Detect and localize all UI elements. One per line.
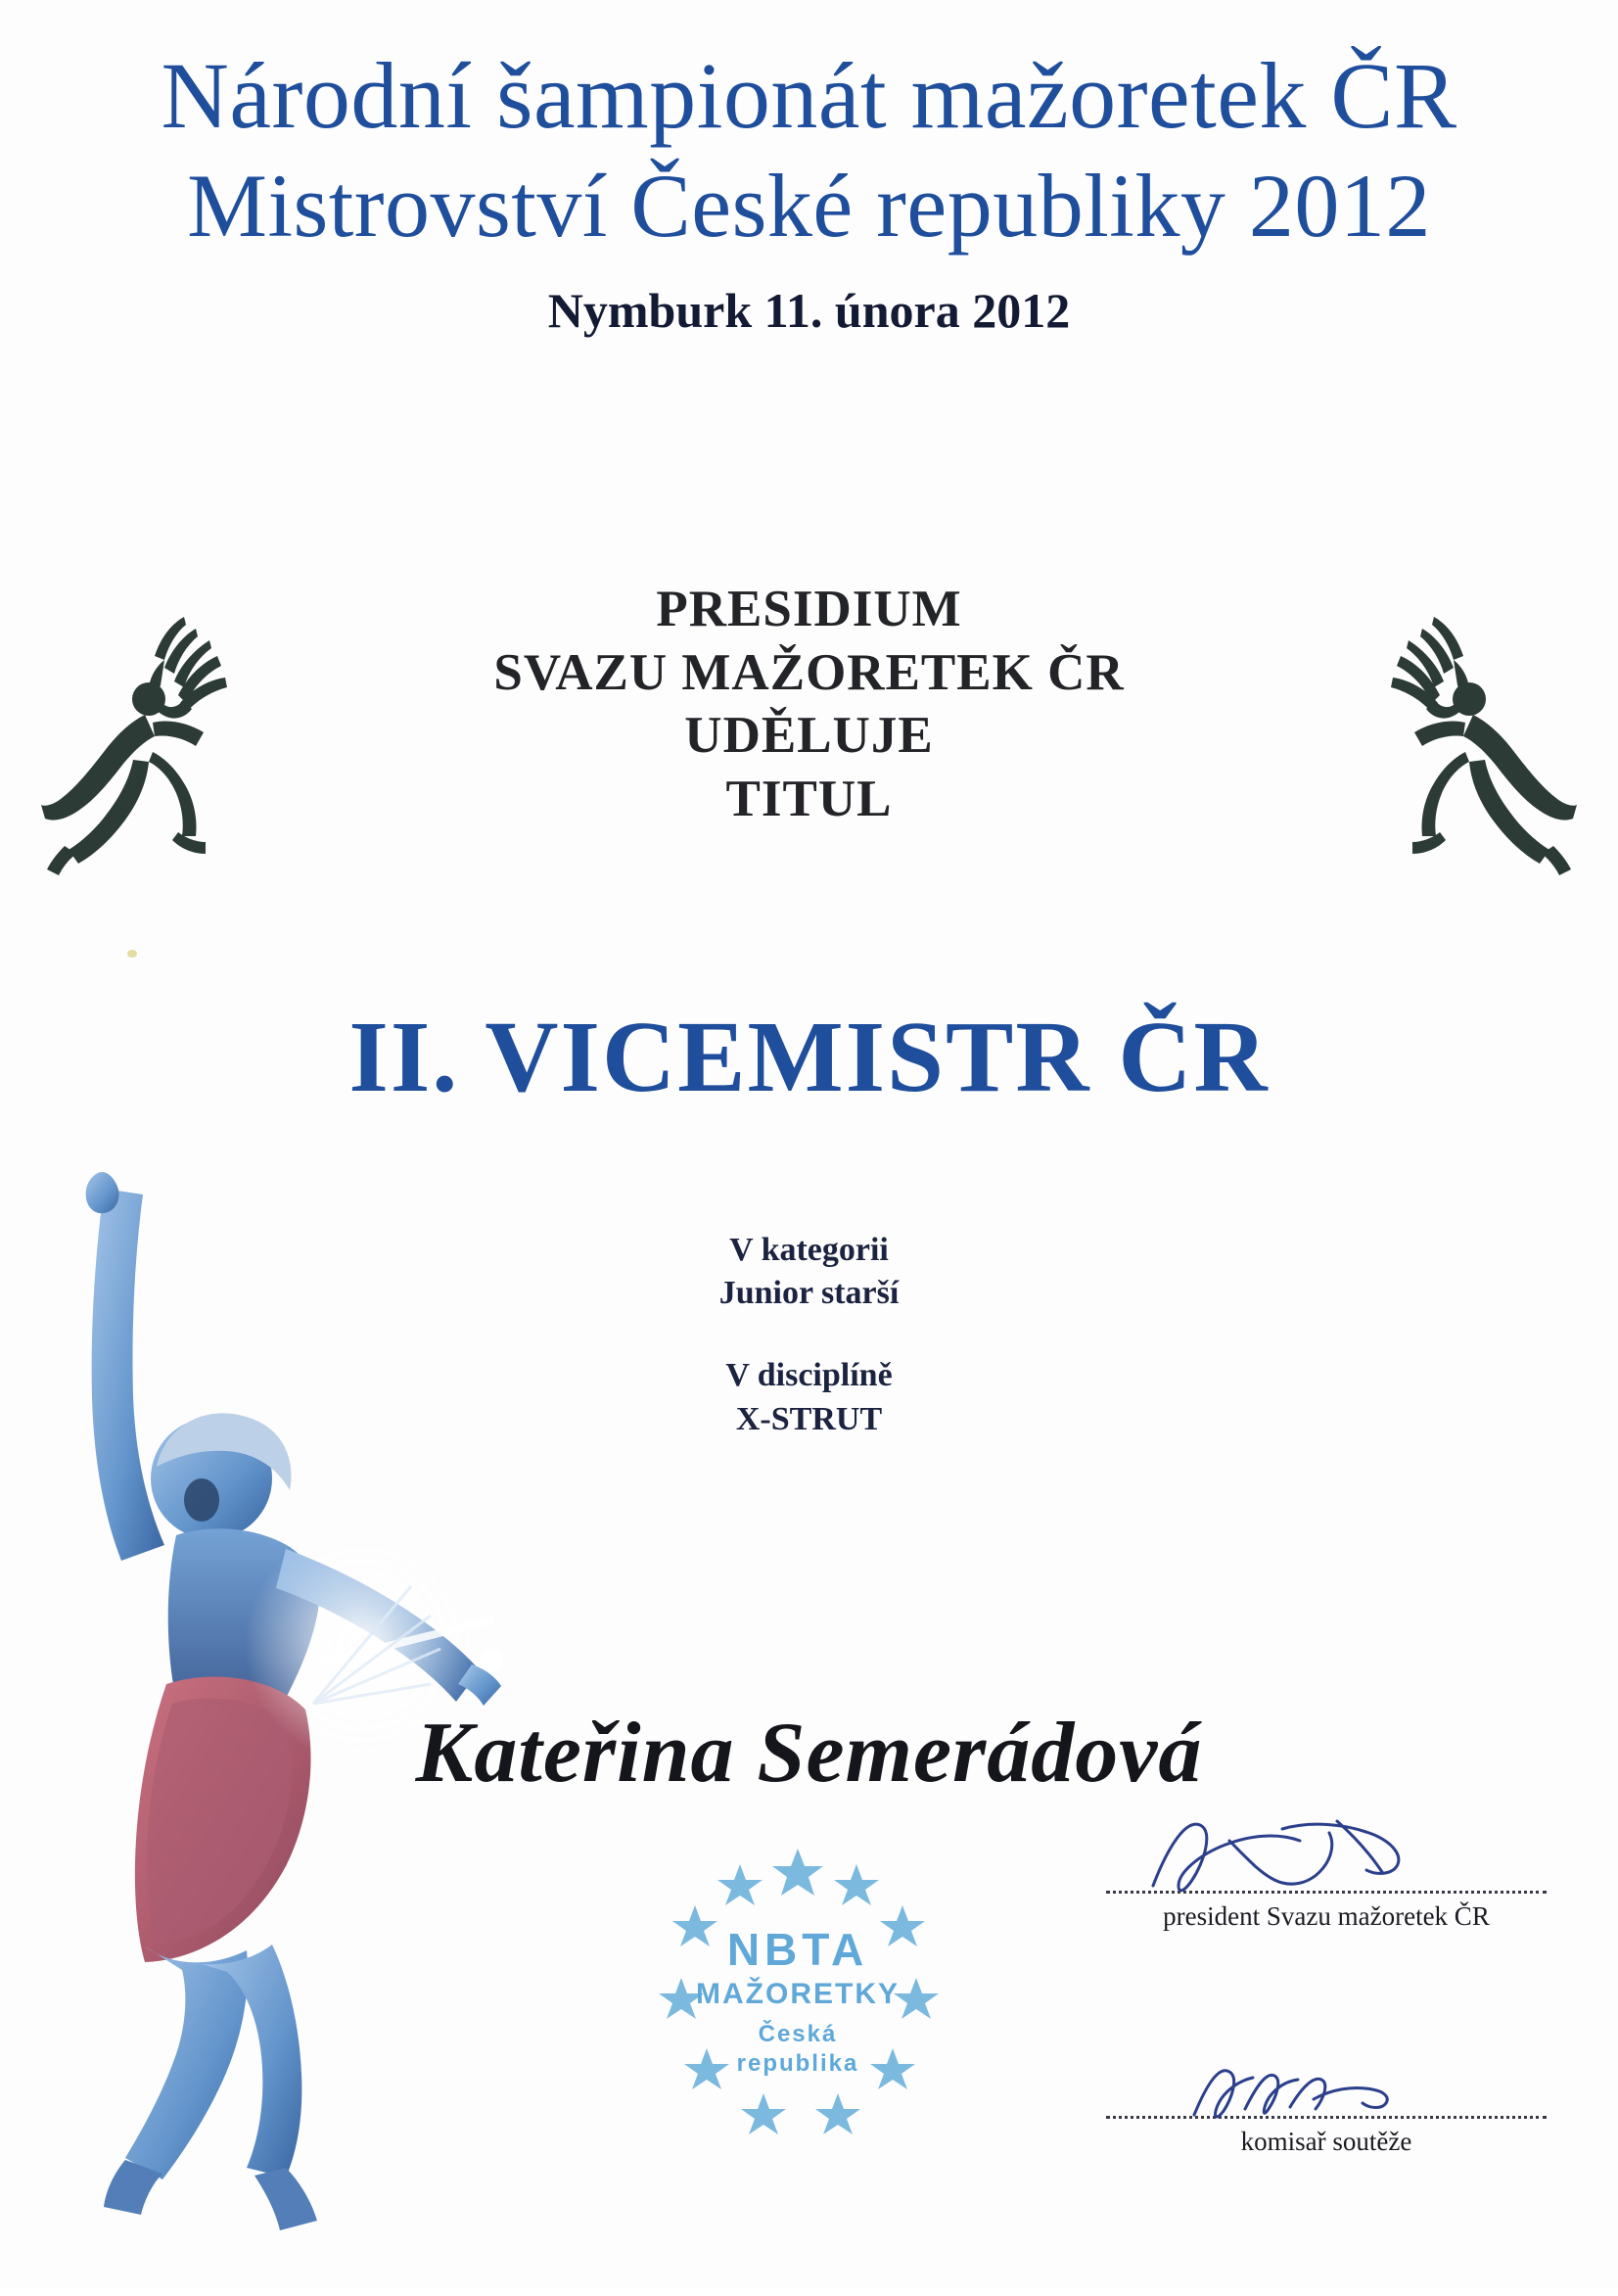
category-value: Junior starší xyxy=(718,1275,900,1312)
signature-block-commissioner xyxy=(1096,2115,1556,2157)
category-label: V kategorii xyxy=(729,1232,889,1268)
recipient-name: Kateřina Semerádová xyxy=(415,1706,1203,1801)
signature-caption-commissioner: komisař soutěže xyxy=(1240,2127,1412,2156)
stamp-line-republika: republika xyxy=(736,2050,859,2077)
awarding-body-line-2: SVAZU MAŽORETEK ČR xyxy=(493,643,1125,701)
signature-line-president xyxy=(1106,1890,1547,1894)
discipline-label: V disciplíně xyxy=(725,1357,893,1394)
event-date-place: Nymburk 11. února 2012 xyxy=(547,283,1071,338)
awarding-body-block xyxy=(0,578,1618,831)
signature-block-president xyxy=(1096,1890,1556,1932)
award-title: II. VICEMISTR ČR xyxy=(348,1001,1270,1113)
awarding-body-line-1: PRESIDIUM xyxy=(656,581,962,637)
signature-line-commissioner xyxy=(1106,2115,1547,2119)
signature-caption-president: president Svazu mažoretek ČR xyxy=(1163,1901,1490,1931)
stamp-line-mazoretky: MAŽORETKY xyxy=(696,1978,900,2010)
stamp-line-ceska: Česká xyxy=(758,2021,838,2047)
signature-president-mark xyxy=(1135,1811,1429,1899)
certificate-title-line-2: Mistrovství České republiky 2012 xyxy=(187,156,1431,256)
awarding-body-line-4: TITUL xyxy=(725,770,893,827)
nbta-stamp xyxy=(646,1841,949,2134)
awarding-body-line-3: UDĚLUJE xyxy=(684,707,934,765)
stamp-line-nbta: NBTA xyxy=(726,1924,869,1975)
certificate-title-line-1: Národní šampionát mažoretek ČR xyxy=(161,43,1457,148)
paper-speck xyxy=(127,950,137,958)
discipline-value: X-STRUT xyxy=(735,1400,883,1437)
